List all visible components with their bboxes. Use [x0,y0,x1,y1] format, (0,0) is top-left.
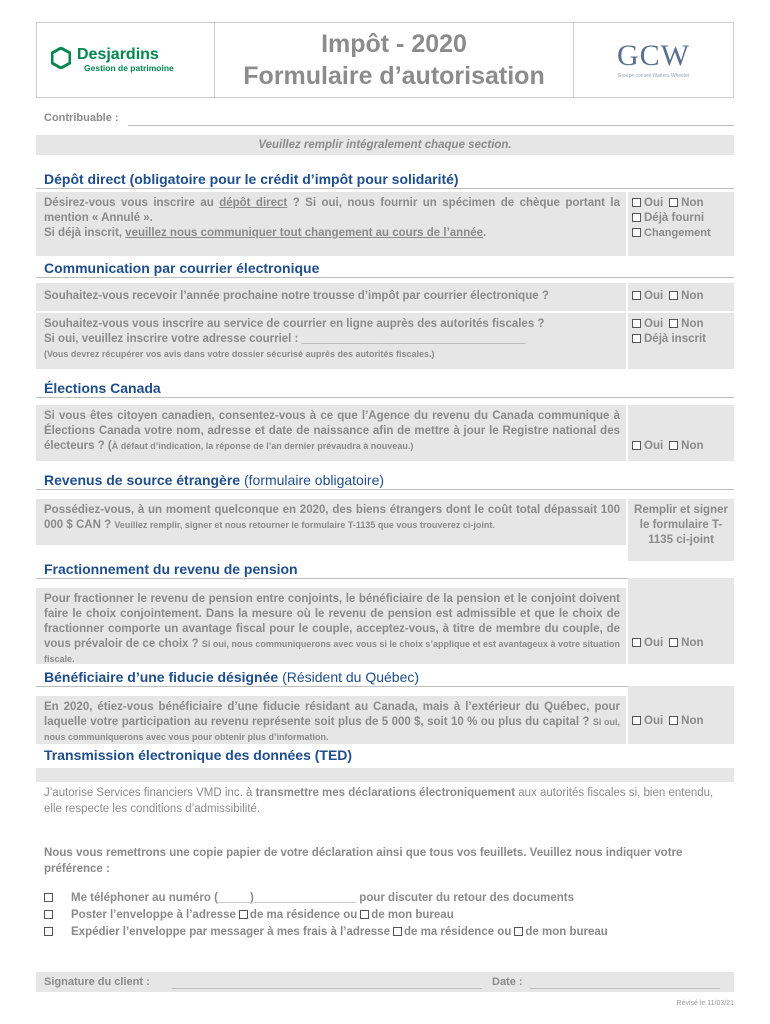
ted-paragraph: J’autorise Services financiers VMD inc. à transmettre mes déclarations électroniquement aux autorités fiscales si, bien entendu, elle respecte les conditions d’admissibilité. [44,787,714,815]
date-field[interactable] [530,988,720,989]
answer-courriel-2 [628,313,734,369]
question-pension: Pour fractionner le revenu de pension entre conjoints, le bénéficiaire de la pension et le conjoint doivent faire le choix conjointement. Dans la mesure où le revenu de pension est admissible et que le choix de fractionner comporte un avantage fiscal pour le couple, acceptez-vous, à titre de membre du couple, de vous prévaloir de ce choix ? Si oui, nous communiquerons avec vous si le choix s’applique et est avantageux à votre situation fiscale. [36,588,626,664]
logo-right-name: GCW [617,39,690,72]
section-title-elections: Élections Canada [44,380,161,396]
checkbox-courriel2-deja[interactable]: Déjà inscrit [632,333,706,345]
checkbox-pension-oui[interactable]: Oui [632,637,663,649]
question-fiducie: En 2020, étiez-vous bénéficiaire d’une fiducie résidant au Canada, mais à l’extérieur du Québec, pour laquelle votre participation au revenu représente soit plus de 5 000 $, soit 10 % ou plus du capital ? Si oui, nous communiquerons avec vous pour obtenir plus d’information. [36,696,626,744]
checkbox-poste-bureau[interactable] [360,910,369,919]
question-etranger: Possédiez-vous, à un moment quelconque en 2020, des biens étrangers dont le coût total dépassait 100 000 $ CAN ? Veuillez remplir, signer et nous retourner le formulaire T-1135 que vous trouverez ci-joint. [36,499,626,545]
section-rule [36,188,734,189]
preference-poste[interactable]: Poster l’enveloppe à l’adresse de ma résidence ou de mon bureau [44,907,454,923]
revision-footer: Révisé le 11/03/21 [676,1000,734,1007]
checkbox-messager[interactable] [44,927,53,936]
copie-paragraph: Nous vous remettrons une copie papier de votre déclaration ainsi que tous vos feuillets. Veuillez nous indiquer votre préférence : [44,847,683,875]
question-courriel-2: Souhaitez-vous vous inscrire au service de courrier en ligne auprès des autorités fiscales ? Si oui, veuillez inscrire votre adresse courriel : ___________________________________ (Vous devrez récupérer vos avis dans votre dossier sécurisé auprès des autorités fiscales.) [36,313,626,369]
logo-left-sub: Gestion de patrimoine [84,63,174,73]
section-title-fiducie: Bénéficiaire d’une fiducie désignée (Résident du Québec) [44,669,420,685]
question-elections: Si vous êtes citoyen canadien, consentez-vous à ce que l’Agence du revenu du Canada communique à Élections Canada votre nom, adresse et date de naissance afin de mettre à jour le Registre national des électeurs ? (À défaut d’indication, la réponse de l’an dernier prévaudra à nouveau.) [36,405,626,461]
section-title-pension: Fractionnement du revenu de pension [44,561,298,577]
checkbox-fiducie-oui[interactable]: Oui [632,715,663,727]
ted-bar [36,768,734,782]
section-title-depot: Dépôt direct (obligatoire pour le crédit d’impôt pour solidarité) [44,171,459,187]
logo-left-name: Desjardins [77,46,159,63]
checkbox-elections-non[interactable]: Non [669,440,703,452]
checkbox-depot-deja[interactable]: Déjà fourni [632,212,704,224]
form-title [215,23,573,97]
preference-messager[interactable]: Expédier l’enveloppe par messager à mes frais à l’adresse de ma résidence ou de mon bureau [44,924,608,940]
checkbox-depot-changement[interactable]: Changement [632,227,711,239]
section-title-ted: Transmission électronique des données (TED) [44,747,353,763]
desjardins-logo [37,23,215,97]
desjardins-hexagon-icon [51,47,71,69]
answer-pension [628,578,734,664]
answer-depot [628,192,734,256]
form-header [36,22,734,98]
checkbox-telephone[interactable] [44,893,53,902]
title-line1: Impôt - 2020 [321,30,467,58]
gcw-logo [573,23,733,97]
section-rule [36,489,734,490]
section-title-courriel: Communication par courrier électronique [44,260,320,276]
checkbox-poste[interactable] [44,910,53,919]
question-depot: Désirez-vous vous inscrire au dépôt direct ? Si oui, nous fournir un spécimen de chèque portant la mention « Annulé ». Si déjà inscrit, veuillez nous communiquer tout changement au cours de l’année. [36,192,626,256]
answer-fiducie [628,686,734,744]
checkbox-poste-residence[interactable] [239,910,248,919]
checkbox-depot-non[interactable]: Non [669,197,703,209]
depot-direct-link: dépôt direct [219,197,288,209]
answer-elections [628,405,734,461]
signature-label: Signature du client : [44,976,150,988]
signature-field[interactable] [172,988,482,989]
checkbox-courriel2-non[interactable]: Non [669,318,703,330]
date-label: Date : [492,976,523,988]
preference-telephone[interactable]: Me téléphoner au numéro (_____)________________ pour discuter du retour des documents [44,890,574,906]
section-rule [36,397,734,398]
contribuable-label: Contribuable : [44,112,119,124]
checkbox-elections-oui[interactable]: Oui [632,440,663,452]
answer-courriel-1 [628,283,734,311]
checkbox-depot-oui[interactable]: Oui [632,197,663,209]
question-courriel-1: Souhaitez-vous recevoir l’année prochaine notre trousse d’impôt par courrier électronique ? [36,283,626,311]
instruction-banner: Veuillez remplir intégralement chaque section. [36,135,734,155]
checkbox-messager-bureau[interactable] [514,927,523,936]
answer-etranger: Remplir et signer le formulaire T-1135 ci-joint [628,499,734,561]
checkbox-courriel1-oui[interactable]: Oui [632,290,663,302]
checkbox-fiducie-non[interactable]: Non [669,715,703,727]
section-rule [36,277,734,278]
checkbox-messager-residence[interactable] [393,927,402,936]
contribuable-field[interactable] [128,125,734,126]
logo-right-sub: Groupe conseil Watters Wheeler [617,73,690,79]
title-line2: Formulaire d’autorisation [243,62,545,90]
checkbox-courriel2-oui[interactable]: Oui [632,318,663,330]
checkbox-pension-non[interactable]: Non [669,637,703,649]
checkbox-courriel1-non[interactable]: Non [669,290,703,302]
section-title-etranger: Revenus de source étrangère (formulaire obligatoire) [44,472,385,488]
